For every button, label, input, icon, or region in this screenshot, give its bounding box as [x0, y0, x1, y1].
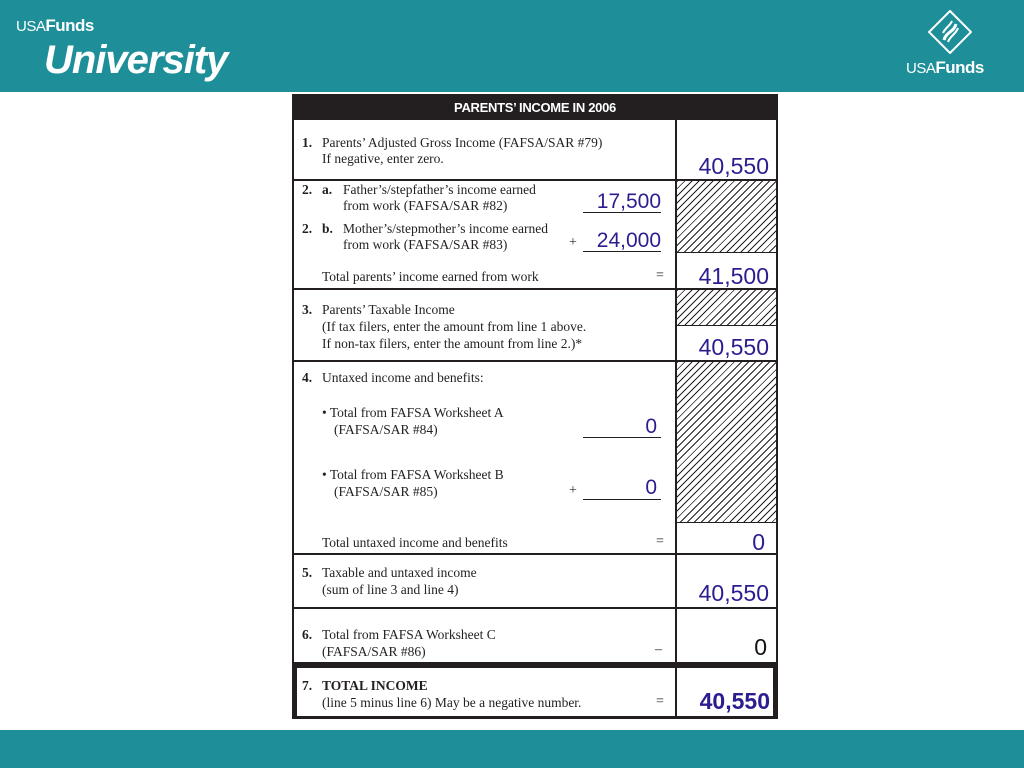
logo-usa-text: USA — [16, 18, 46, 35]
hatched-area-3 — [677, 290, 776, 325]
usafunds-university-logo — [16, 16, 228, 82]
form-title: PARENTS’ INCOME IN 2006 — [293, 95, 777, 120]
line-2a-answer[interactable]: 17,500 — [596, 190, 661, 213]
line-2b-answer[interactable]: 24,000 — [596, 229, 661, 252]
line-3-note-1: (If tax filers, enter the amount from line 1 above. — [322, 319, 587, 334]
line-5-label: Taxable and untaxed income — [322, 565, 477, 580]
hatched-area-2 — [677, 181, 776, 252]
footer-band — [0, 730, 1024, 768]
line-4b-label: • Total from FAFSA Worksheet B — [322, 467, 504, 482]
line-3-note-2: If non-tax filers, enter the amount from line 2.)* — [322, 336, 583, 351]
line-3-number: 3. — [302, 302, 313, 317]
usafunds-logo — [904, 8, 994, 84]
line-6-minus: – — [655, 642, 662, 657]
line-2b-plus: + — [569, 235, 577, 250]
line-1-note: If negative, enter zero. — [322, 151, 444, 166]
hatch-border-3 — [677, 325, 776, 326]
line-7-note: (line 5 minus line 6) May be a negative number. — [322, 695, 582, 710]
line-2b-label: Mother’s/stepmother’s income earned — [343, 221, 548, 236]
line-6-note: (FAFSA/SAR #86) — [322, 644, 426, 659]
line-5-note: (sum of line 3 and line 4) — [322, 582, 459, 597]
line-2a-note: from work (FAFSA/SAR #82) — [343, 198, 508, 213]
line-4a-label: • Total from FAFSA Worksheet A — [322, 405, 504, 420]
line-2b-number: 2. — [302, 221, 313, 236]
line-4b-plus: + — [569, 483, 577, 498]
line-7-number: 7. — [302, 678, 313, 693]
line-2b-sub: b. — [322, 221, 333, 236]
line-2-total-answer[interactable]: 41,500 — [698, 263, 769, 289]
line-4a-answer[interactable]: 0 — [645, 415, 657, 438]
logo-funds-text: Funds — [45, 16, 94, 35]
frame-left — [292, 94, 294, 719]
line-7-answer[interactable]: 40,550 — [699, 688, 770, 714]
line-7-label: TOTAL INCOME — [322, 678, 428, 693]
hatch-border-2 — [677, 252, 776, 253]
line-2a-number: 2. — [302, 182, 313, 197]
line-5-answer[interactable]: 40,550 — [698, 580, 769, 606]
line-5-number: 5. — [302, 565, 313, 580]
line-4-label: Untaxed income and benefits: — [322, 370, 484, 385]
line-1-answer[interactable]: 40,550 — [698, 153, 769, 179]
line-2b-note: from work (FAFSA/SAR #83) — [343, 237, 508, 252]
line-4a-note: (FAFSA/SAR #84) — [334, 422, 438, 437]
parents-income-worksheet — [292, 94, 778, 719]
logo-usa-text-right: USA — [906, 60, 936, 77]
line-4b-note: (FAFSA/SAR #85) — [334, 484, 438, 499]
hatch-border-4 — [677, 522, 776, 523]
logo-university-text: University — [44, 38, 228, 82]
line-4b-answer[interactable]: 0 — [645, 476, 657, 499]
line-1-label: Parents’ Adjusted Gross Income (FAFSA/SAR #79) — [322, 135, 603, 150]
line-6-label: Total from FAFSA Worksheet C — [322, 627, 496, 642]
line-3-label: Parents’ Taxable Income — [322, 302, 455, 317]
logo-funds-text-right: Funds — [935, 58, 984, 77]
row-divider-5 — [292, 607, 778, 609]
line-2a-sub: a. — [322, 182, 333, 197]
line-7-equals: = — [656, 694, 664, 709]
line-4-number: 4. — [302, 370, 313, 385]
line-6-answer[interactable]: 0 — [754, 634, 767, 660]
line-2-total-equals: = — [656, 268, 664, 283]
line-2a-label: Father’s/stepfather’s income earned — [343, 182, 536, 197]
line-4-total-answer[interactable]: 0 — [752, 529, 765, 555]
line-4-total-label: Total untaxed income and benefits — [322, 535, 508, 550]
header-band — [0, 0, 1024, 92]
frame-right — [776, 94, 778, 719]
line-2-total-label: Total parents’ income earned from work — [322, 269, 539, 284]
line-1-number: 1. — [302, 135, 313, 150]
line-4-total-equals: = — [656, 534, 664, 549]
line-3-answer[interactable]: 40,550 — [698, 334, 769, 360]
line-6-number: 6. — [302, 627, 313, 642]
hatched-area-4 — [677, 362, 776, 522]
diamond-logo-icon — [928, 10, 972, 54]
